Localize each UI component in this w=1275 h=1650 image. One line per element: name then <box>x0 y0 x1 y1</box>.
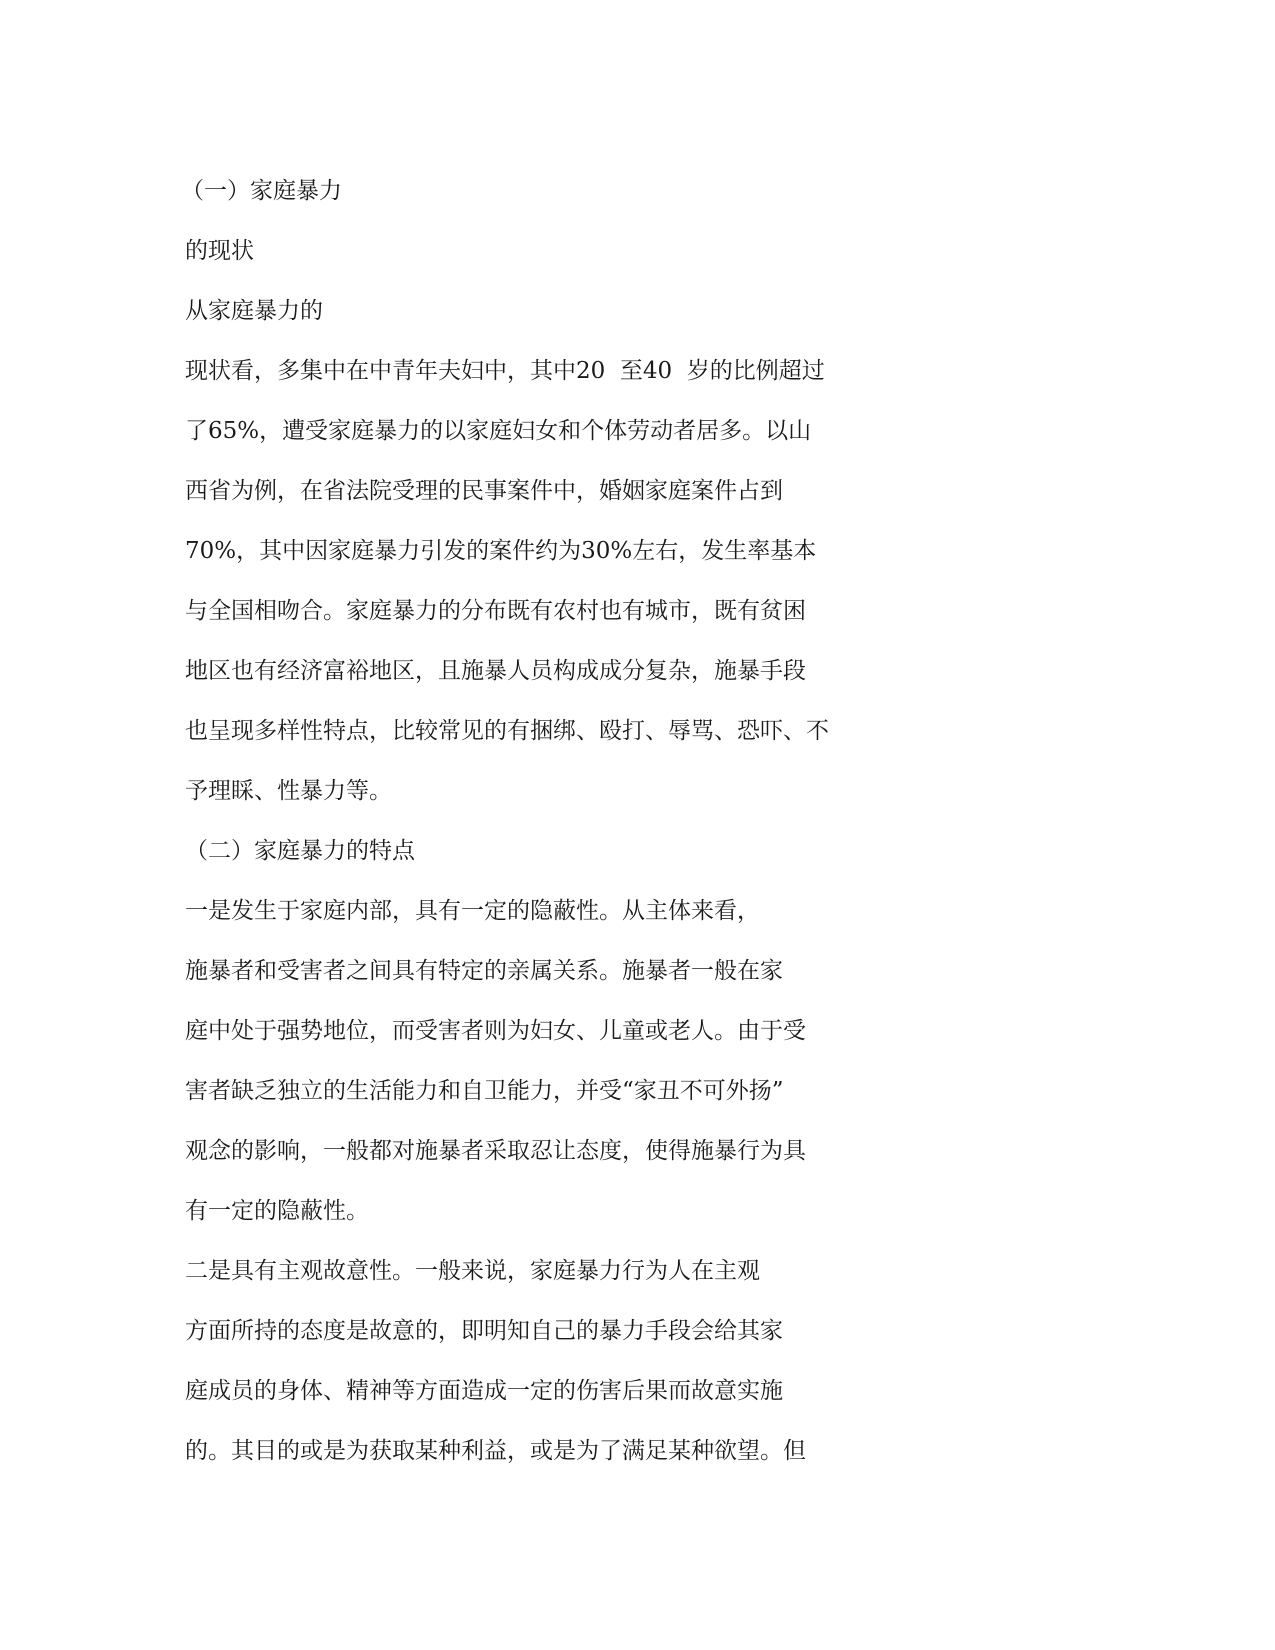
text-line: 70%，其中因家庭暴力引发的案件约为30%左右，发生率基本 <box>185 538 817 564</box>
text-line: 庭中处于强势地位，而受害者则为妇女、儿童或老人。由于受 <box>185 1018 806 1044</box>
text-line: 现状看，多集中在中青年夫妇中，其中20 至40 岁的比例超过 <box>185 358 825 384</box>
text-line: 西省为例，在省法院受理的民事案件中，婚姻家庭案件占到 <box>185 478 783 504</box>
text-line: 地区也有经济富裕地区，且施暴人员构成成分复杂，施暴手段 <box>185 658 806 684</box>
text-line: 也呈现多样性特点，比较常见的有捆绑、殴打、辱骂、恐吓、不 <box>185 718 829 744</box>
section-heading-2: （二）家庭暴力的特点 <box>185 838 415 864</box>
text-line: 庭成员的身体、精神等方面造成一定的伤害后果而故意实施 <box>185 1378 783 1404</box>
text-line: 二是具有主观故意性。一般来说，家庭暴力行为人在主观 <box>185 1258 760 1284</box>
text-line: 的。其目的或是为获取某种利益，或是为了满足某种欲望。但 <box>185 1438 806 1464</box>
text-line: 施暴者和受害者之间具有特定的亲属关系。施暴者一般在家 <box>185 958 783 984</box>
document-body <box>181 176 905 1496</box>
text-line: 观念的影响，一般都对施暴者采取忍让态度，使得施暴行为具 <box>185 1138 806 1164</box>
text-line: 从家庭暴力的 <box>185 298 323 324</box>
text-line: 一是发生于家庭内部，具有一定的隐蔽性。从主体来看， <box>185 898 760 924</box>
text-line: 的现状 <box>185 238 254 264</box>
text-line: 予理睬、性暴力等。 <box>185 778 392 804</box>
text-line: 害者缺乏独立的生活能力和自卫能力，并受“家丑不可外扬” <box>185 1078 784 1104</box>
section-heading-1: （一）家庭暴力 <box>181 178 342 204</box>
text-line: 有一定的隐蔽性。 <box>185 1198 369 1224</box>
text-line: 了65%，遭受家庭暴力的以家庭妇女和个体劳动者居多。以山 <box>185 418 812 444</box>
text-line: 方面所持的态度是故意的，即明知自己的暴力手段会给其家 <box>185 1318 783 1344</box>
text-line: 与全国相吻合。家庭暴力的分布既有农村也有城市，既有贫困 <box>185 598 806 624</box>
